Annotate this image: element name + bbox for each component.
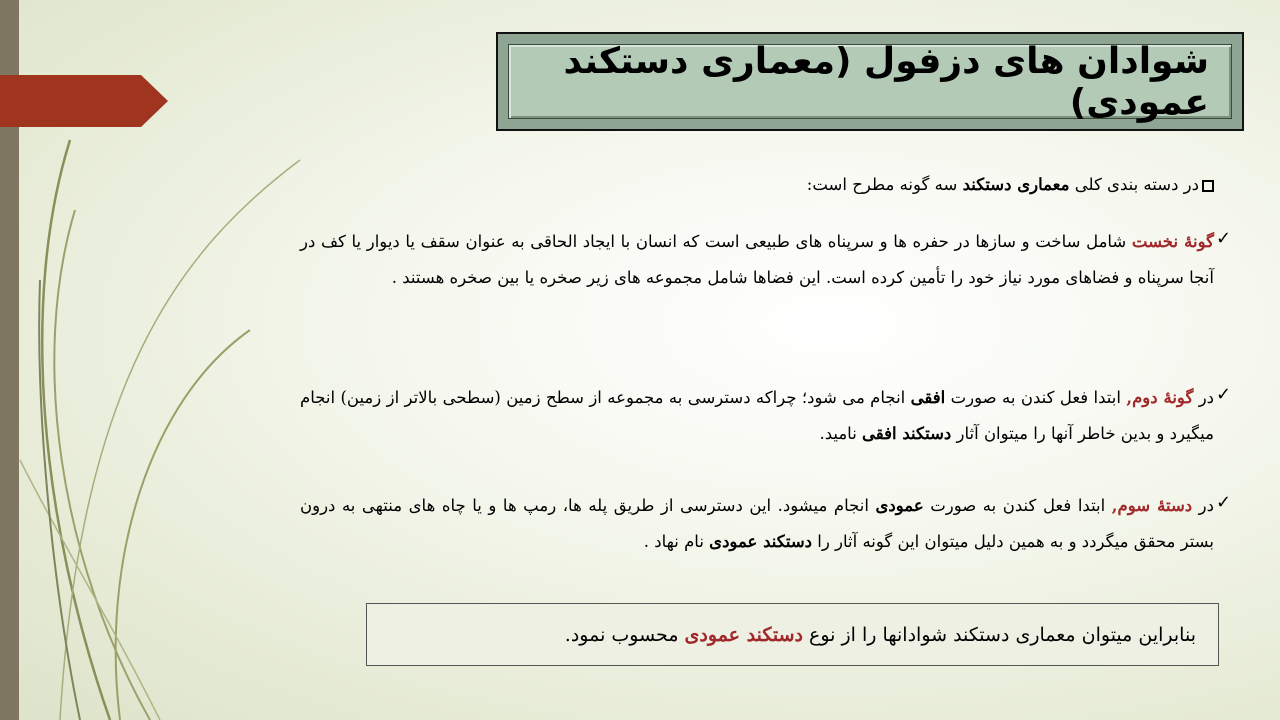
intro-text-end: سه گونه مطرح است: [806,175,963,194]
bullet2-heading: گونۀ دوم, [1126,388,1194,407]
bullet3-text-2: انجام میشود. این دسترسی از طریق پله ها، رمپ ها و یا چاه های منتهی به درون بستر محقق میگردد و به همین دلیل میتوان این گونه آثار را [300,496,1214,551]
summary-emphasis: دستکند عمودی [684,623,803,646]
checkmark-icon: ✓ [1216,492,1232,513]
intro-bold: معماری دستکند [962,175,1070,194]
summary-text: بنابراین میتوان معماری دستکند شوادانها را از نوع [802,623,1196,646]
bullet-item-3 [300,488,1214,560]
bullet3-bold: عمودی [875,496,924,515]
intro-line [300,170,1214,200]
bullet2-bold-2: دستکند افقی [862,424,952,443]
bullet1-text: شامل ساخت و سازها در حفره ها و سرپناه های طبیعی است که انسان با ایجاد الحاقی به عنوان سقف یا دیوار یا کف در آنجا سرپناه و فضاهای مورد نیاز خود را تأمین کرده است. این فضاها شامل مجموعه های زیر صخره یا بین صخره هستند . [300,232,1214,287]
bullet3-heading: دستۀ سوم, [1111,496,1193,515]
square-bullet-icon [1202,180,1214,192]
checkmark-icon: ✓ [1216,384,1232,405]
bullet2-bold: افقی [910,388,946,407]
title-box [508,40,1232,123]
bullet2-pre: در [1193,388,1215,407]
summary-box [366,603,1219,666]
summary-text-end: محسوب نمود. [564,623,685,646]
decor-curves [0,0,320,720]
bullet3-text: ابتدا فعل کندن به صورت [923,496,1112,515]
checkmark-icon: ✓ [1216,228,1232,249]
bullet-item-1 [300,224,1214,296]
bullet1-heading: گونۀ نخست [1131,232,1214,251]
bullet2-text: ابتدا فعل کندن به صورت [945,388,1127,407]
intro-text: در دسته بندی کلی [1069,175,1199,194]
title-frame [496,32,1244,131]
bullet2-text-2: انجام می شود؛ چراکه دسترسی به مجموعه از سطح زمین (سطحی بالاتر از زمین) انجام میگیرد و بدین خاطر آنها را میتوان آثار [300,388,1214,443]
bullet-item-2 [300,380,1214,452]
bullet3-pre: در [1192,496,1215,515]
slide-title: شوادان های دزفول (معماری دستکند عمودی) [563,40,1209,123]
bullet3-text-3: نام نهاد . [643,532,710,551]
bullet2-text-3: نامید. [819,424,863,443]
bullet3-bold-2: دستکند عمودی [709,532,812,551]
